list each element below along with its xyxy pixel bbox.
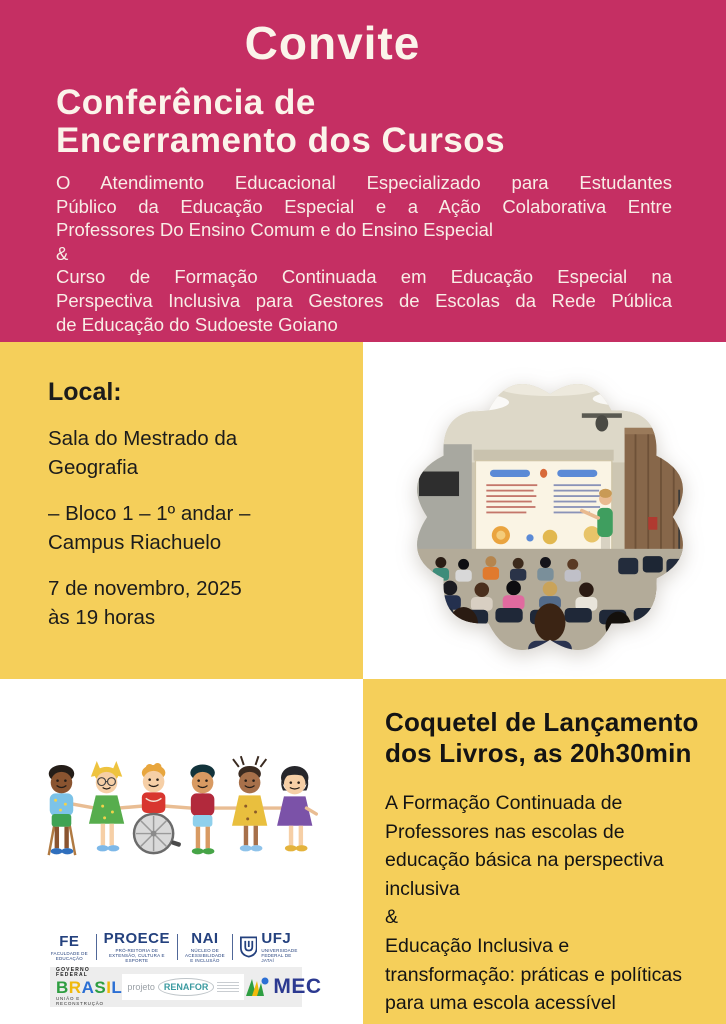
logo-governo-federal	[56, 968, 122, 1006]
description-line: Curso de Formação Continuada em Educação Especial na	[56, 266, 672, 288]
brasil-letter: A	[81, 978, 95, 997]
logo-divider	[232, 934, 233, 960]
coquetel-ampersand: &	[385, 906, 399, 929]
conference-photo-image	[399, 366, 701, 668]
coquetel-heading-line2: dos Livros, as 20h30min	[385, 738, 692, 768]
location-line: – Bloco 1 – 1º andar –	[48, 502, 251, 525]
location-line: Campus Riachuelo	[48, 531, 222, 554]
coquetel-line: transformação: práticas e políticas	[385, 963, 682, 986]
event-title-line2: Encerramento dos Cursos	[56, 121, 506, 160]
coquetel-line: para uma escola acessível	[385, 992, 616, 1015]
proece-logo-text: PROECE	[103, 930, 171, 947]
logo-nai	[185, 931, 225, 963]
event-time: às 19 horas	[48, 606, 156, 629]
fe-logo-text: FE	[59, 932, 80, 950]
description-line: Público da Educação Especial e a Ação Colaborativa Entre	[56, 195, 672, 217]
child-purple-dress	[277, 766, 316, 851]
location-line: Sala do Mestrado da	[48, 427, 238, 450]
coquetel-heading-line1: Coquetel de Lançamento	[385, 707, 699, 737]
ufj-shield-icon	[240, 935, 258, 959]
header-section	[0, 0, 726, 342]
government-logos	[50, 967, 322, 1007]
description-line: Perspectiva Inclusiva para Gestores de Escolas da Rede Pública	[56, 289, 672, 311]
location-building	[48, 499, 328, 557]
logo-divider	[96, 934, 97, 960]
description-ampersand: &	[56, 242, 69, 264]
institution-logos	[50, 931, 300, 963]
nai-logo-text: NAI	[191, 930, 219, 947]
child-red-shirt	[190, 764, 215, 854]
coquetel-line: A Formação Continuada de	[385, 792, 623, 814]
logo-fe	[50, 934, 89, 961]
logo-renafor	[122, 974, 244, 1000]
event-title-line1: Conferência de	[56, 83, 316, 122]
coquetel-line: inclusiva	[385, 877, 460, 900]
location-room	[48, 424, 328, 482]
footer-section	[0, 679, 363, 1024]
coquetel-description	[385, 789, 710, 1018]
coquetel-line: Professores nas escolas de	[385, 820, 625, 843]
brasil-letter: I	[106, 978, 112, 997]
brasil-wordmark	[56, 979, 122, 996]
coquetel-line: Educação Inclusiva e	[385, 934, 570, 957]
governo-federal-label: GOVERNO FEDERAL	[56, 967, 90, 978]
renafor-name: RENAFOR	[158, 978, 215, 996]
children-illustration	[36, 753, 330, 871]
child-with-glasses	[89, 761, 124, 851]
logo-divider	[177, 934, 178, 960]
brasil-letter: S	[94, 978, 107, 997]
event-datetime	[48, 574, 328, 632]
logo-ufj	[240, 931, 300, 963]
description-line: O Atendimento Educacional Especializado para Estudantes	[56, 172, 672, 193]
child-with-crutches	[49, 765, 75, 855]
coquetel-line: educação básica na perspectiva	[385, 849, 664, 872]
location-heading: Local:	[48, 378, 122, 406]
renafor-prefix: projeto	[127, 982, 155, 992]
location-line: Geografia	[48, 456, 139, 479]
brasil-letter: L	[111, 978, 123, 997]
coquetel-section	[363, 679, 726, 1024]
photo-section	[363, 342, 726, 679]
proece-logo-caption: PRÓ-REITORIA DE EXTENSÃO, CULTURA E ESPORTE	[108, 948, 165, 963]
description-line: Professores Do Ensino Comum e do Ensino Especial	[56, 219, 494, 241]
location-section	[0, 342, 363, 679]
brasil-letter: R	[68, 978, 82, 997]
course-description	[56, 171, 672, 336]
logo-mec	[244, 975, 321, 999]
renafor-caption-lines	[217, 982, 239, 993]
mec-name: MEC	[273, 975, 322, 998]
mec-book-icon	[244, 976, 270, 998]
uniao-reconstrucao-label: UNIÃO E RECONSTRUÇÃO	[56, 996, 104, 1006]
ufj-logo-caption: UNIVERSIDADE FEDERAL DE JATAÍ	[261, 948, 298, 963]
event-date: 7 de novembro, 2025	[48, 577, 242, 600]
child-yellow-dress	[232, 756, 267, 851]
description-line: de Educação do Sudoeste Goiano	[56, 313, 338, 335]
inclusive-children-drawing	[36, 753, 330, 871]
fe-logo-caption: FACULDADE DE EDUCAÇÃO	[50, 950, 88, 961]
coquetel-heading	[385, 707, 715, 769]
ufj-logo-text: UFJ	[261, 930, 292, 947]
conference-photo	[399, 366, 701, 668]
event-title	[56, 84, 676, 160]
location-details	[48, 424, 328, 649]
nai-logo-caption: NÚCLEO DE ACESSIBILIDADE E INCLUSÃO	[185, 948, 225, 963]
brasil-letter: B	[56, 978, 69, 997]
poster-title: Convite	[244, 17, 421, 69]
logo-proece	[104, 931, 170, 963]
